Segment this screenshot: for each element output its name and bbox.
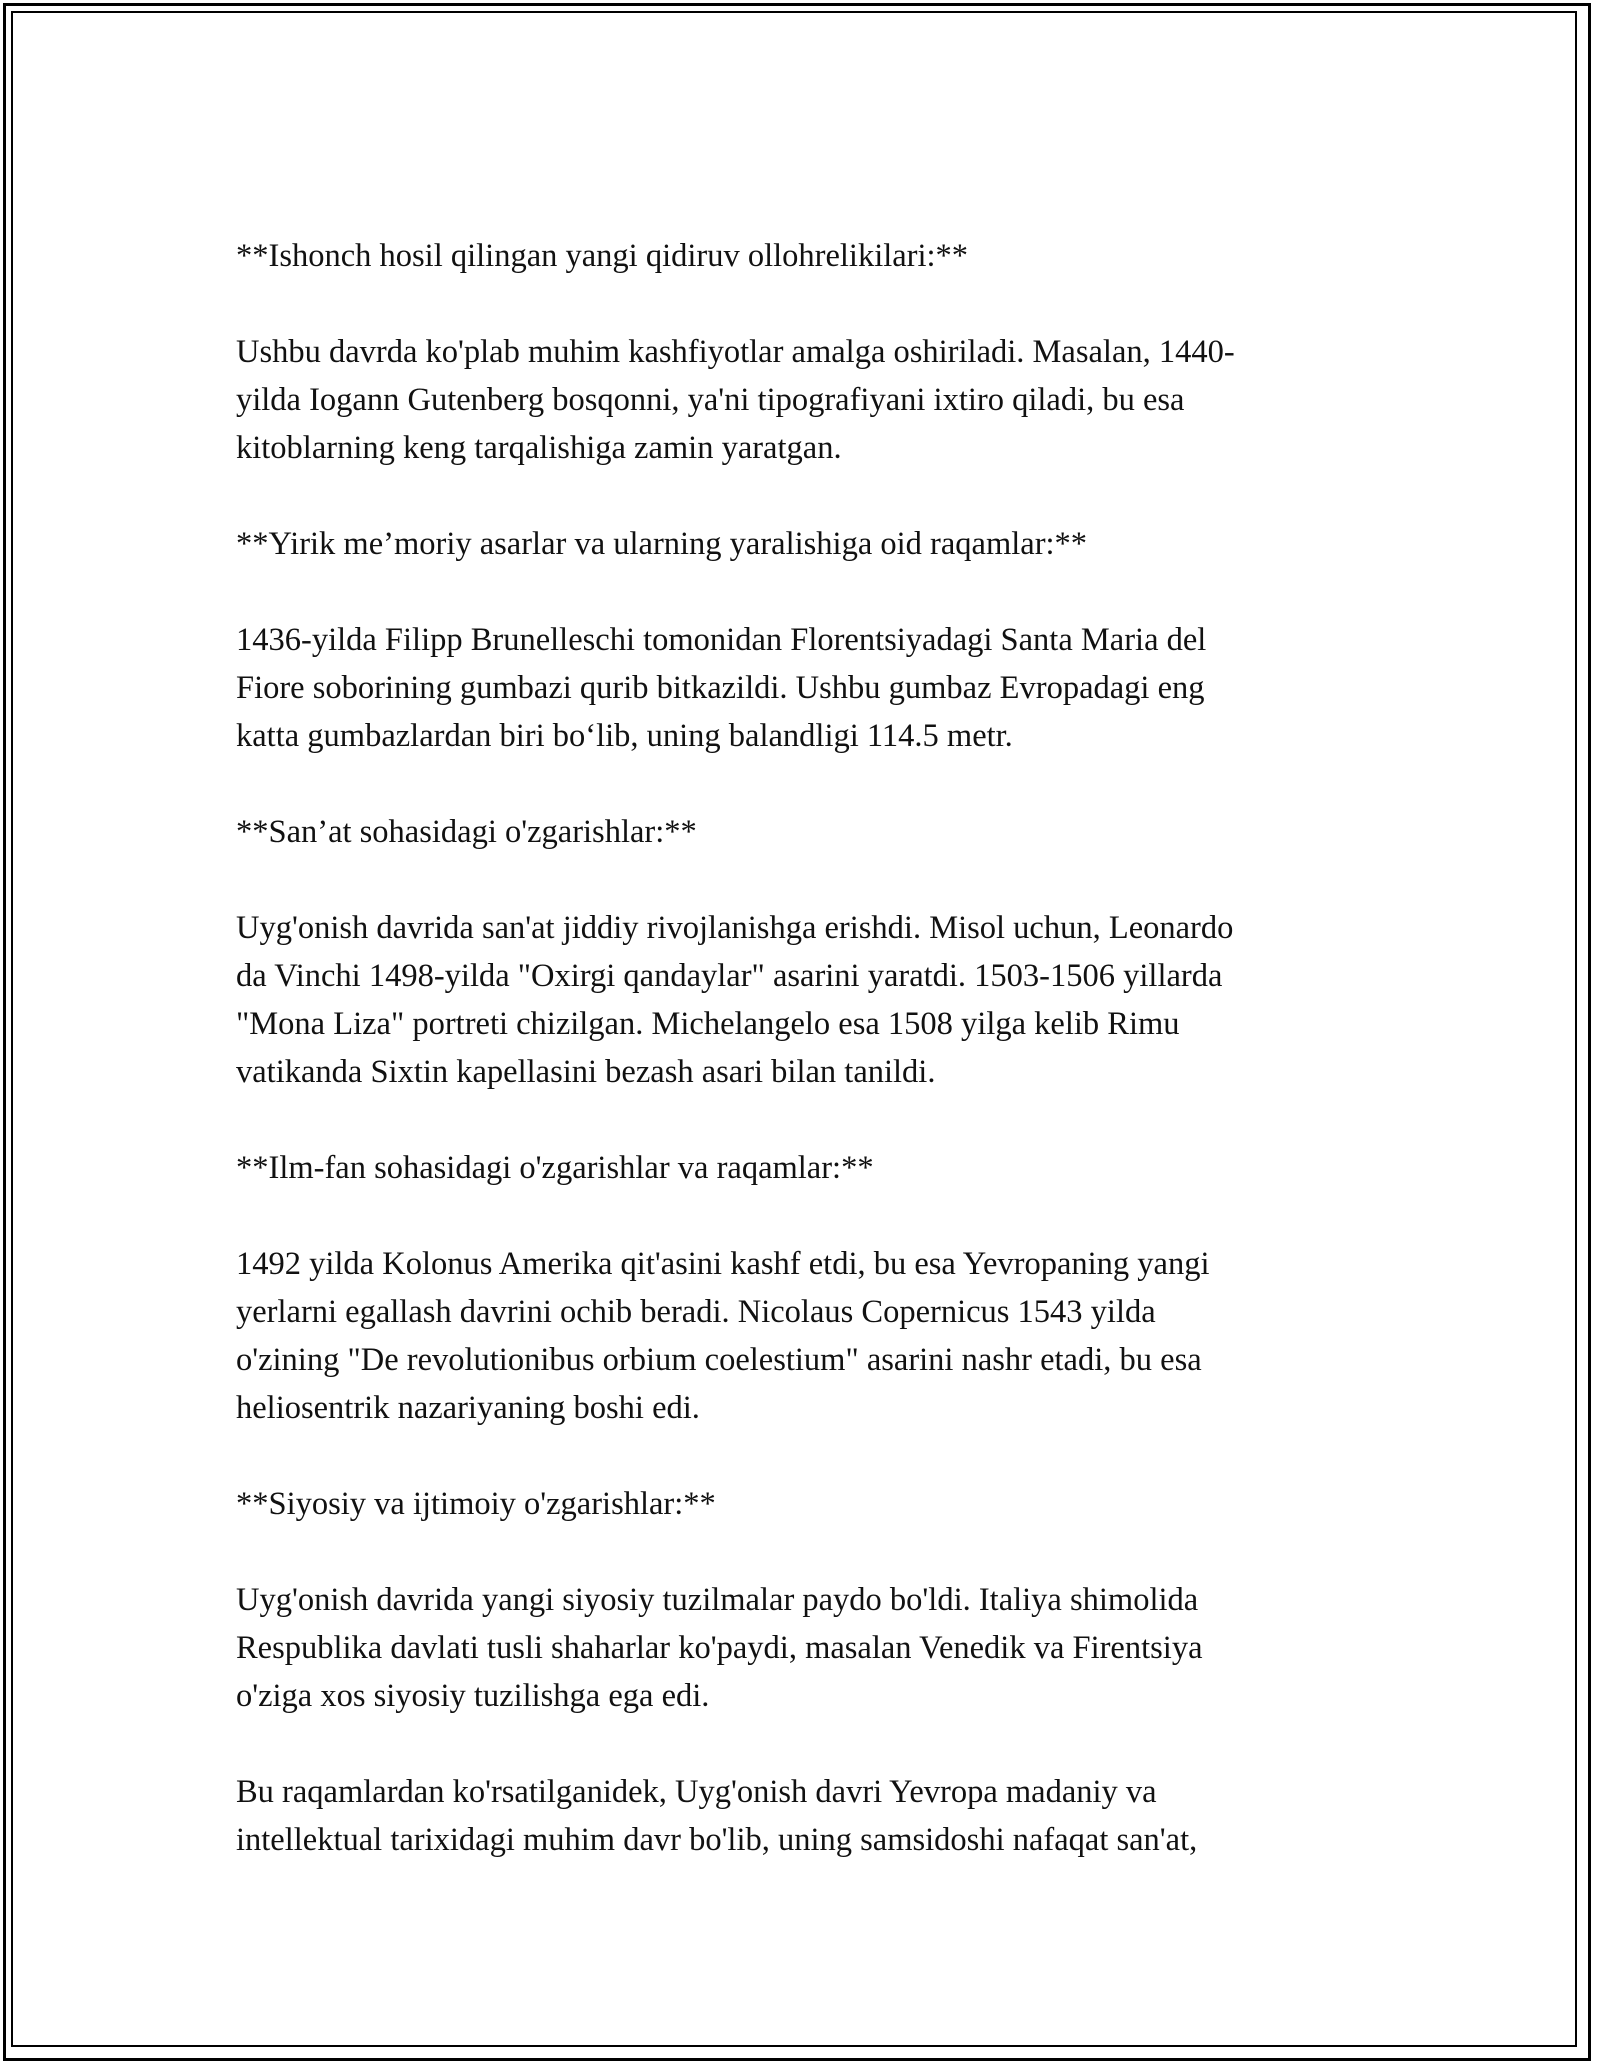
heading-art: **San’at sohasidagi o'zgarishlar:**: [236, 814, 697, 850]
heading-architecture: **Yirik me’moriy asarlar va ularning yaralishiga oid raqamlar:**: [236, 526, 1088, 562]
paragraph-science: 1492 yilda Kolonus Amerika qit'asini kashf etdi, bu esa Yevropaning yangi yerlarni egallash davrini ochib beradi. Nicolaus Copernicus 1543 yilda o'zining "De revolutionibus orbium coelestium" asarini nashr etadi, bu esa heliosentrik nazariyaning boshi edi.: [236, 1246, 1210, 1426]
heading-science: **Ilm-fan sohasidagi o'zgarishlar va raqamlar:**: [236, 1150, 874, 1186]
heading-politics: **Siyosiy va ijtimoiy o'zgarishlar:**: [236, 1486, 716, 1522]
paragraph-conclusion: Bu raqamlardan ko'rsatilganidek, Uyg'onish davri Yevropa madaniy va intellektual tarixidagi muhim davr bo'lib, uning samsidoshi nafaqat san'at,: [236, 1774, 1198, 1858]
heading-discoveries: **Ishonch hosil qilingan yangi qidiruv ollohrelikilari:**: [236, 238, 969, 274]
paragraph-art: Uyg'onish davrida san'at jiddiy rivojlanishga erishdi. Misol uchun, Leonardo da Vinchi 1498-yilda "Oxirgi qandaylar" asarini yaratdi. 1503-1506 yillarda "Mona Liza" portreti chizilgan. Michelangelo esa 1508 yilga kelib Rimu vatikanda Sixtin kapellasini bezash asari bilan tanildi.: [236, 910, 1234, 1090]
paragraph-gutenberg: Ushbu davrda ko'plab muhim kashfiyotlar amalga oshiriladi. Masalan, 1440- yilda Iogann Gutenberg bosqonni, ya'ni tipografiyani ixtiro qiladi, bu esa kitoblarning keng tarqalishiga zamin yaratgan.: [236, 334, 1235, 466]
document-body: [236, 232, 1376, 1912]
paragraph-brunelleschi: 1436-yilda Filipp Brunelleschi tomonidan Florentsiyadagi Santa Maria del Fiore soborining gumbazi qurib bitkazildi. Ushbu gumbaz Evropadagi eng katta gumbazlardan biri bo‘lib, uning balandligi 114.5 metr.: [236, 622, 1207, 754]
paragraph-politics: Uyg'onish davrida yangi siyosiy tuzilmalar paydo bo'ldi. Italiya shimolida Respublika davlati tusli shaharlar ko'paydi, masalan Venedik va Firentsiya o'ziga xos siyosiy tuzilishga ega edi.: [236, 1582, 1203, 1714]
